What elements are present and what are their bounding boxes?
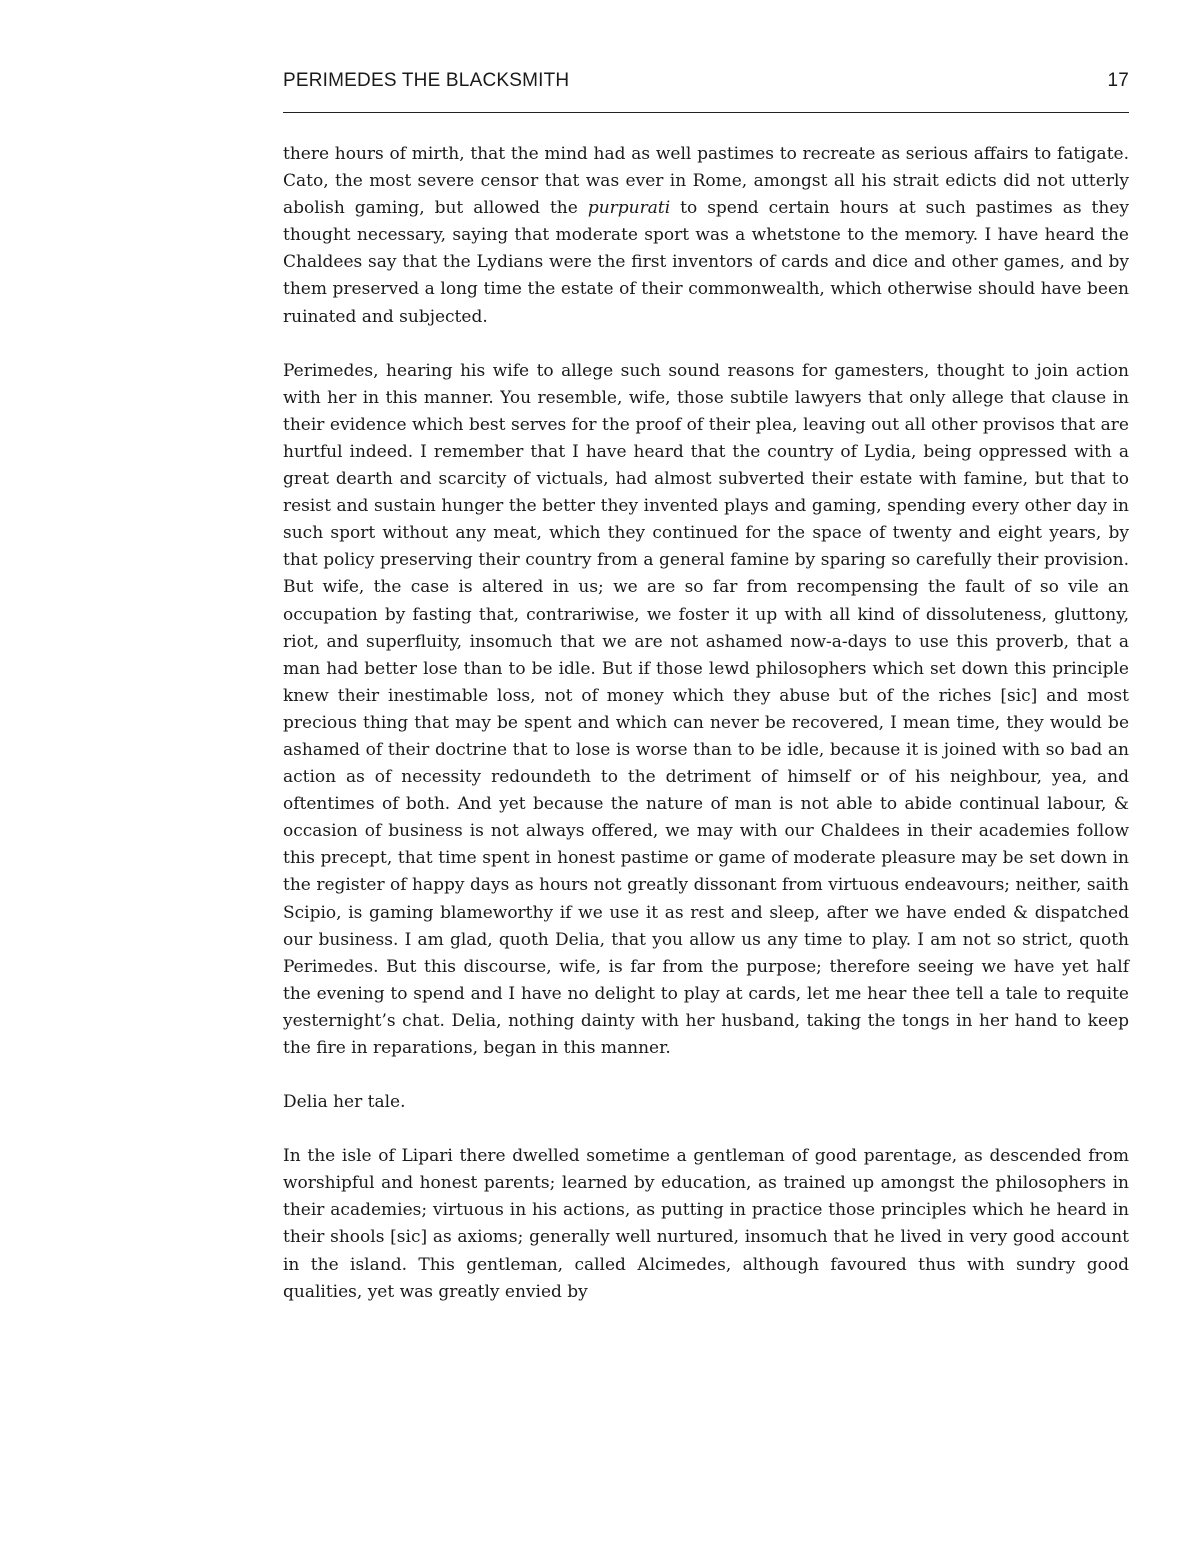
running-title: PERIMEDES THE BLACKSMITH: [283, 70, 570, 91]
paragraph-1: [283, 141, 1129, 331]
italic-term: purpurati: [587, 198, 671, 219]
paragraph-1-part-b: to spend certain hours at such pastimes as they thought necessary, saying that moderate sport was a whetstone to the memory. I have heard the Chaldees say that the Lydians were the first inventors of cards and dice and other games, and by them preserved a long time the estate of their commonwealth, which otherwise should have been ruinated and subjected.: [283, 198, 1129, 327]
page-number: 17: [1107, 70, 1129, 91]
paragraph-1-part-a: there hours of mirth, that the mind had as well pastimes to recreate as serious affairs to fatigate. Cato, the most severe censor that was ever in Rome, amongst all his strait edicts did not utterly abolish gaming, but allowed the: [283, 144, 1129, 219]
header-rule: [283, 112, 1129, 113]
paragraph-2: Perimedes, hearing his wife to allege such sound reasons for gamesters, thought to join action with her in this manner. You resemble, wife, those subtile lawyers that only allege that clause in their evidence which best serves for the proof of their plea, leaving out all other provisos that are hurtful indeed. I remember that I have heard that the country of Lydia, being oppressed with a great dearth and scarcity of victuals, had almost subverted their estate with famine, but that to resist and sustain hunger the better they invented plays and gaming, spending every other day in such sport without any meat, which they continued for the space of twenty and eight years, by that policy preserving their country from a general famine by sparing so carefully their provision. But wife, the case is altered in us; we are so far from recompensing the fault of so vile an occupation by fasting that, contrariwise, we foster it up with all kind of dissoluteness, gluttony, riot, and superfluity, insomuch that we are not ashamed now-a-days to use this proverb, that a man had better lose than to be idle. But if those lewd philosophers which set down this principle knew their inestimable loss, not of money which they abuse but of the riches [sic] and most precious thing that may be spent and which can never be recovered, I mean time, they would be ashamed of their doctrine that to lose is worse than to be idle, because it is joined with so bad an action as of necessity redoundeth to the detriment of himself or of his neighbour, yea, and oftentimes of both. And yet because the nature of man is not able to abide continual labour, & occasion of business is not always offered, we may with our Chaldees in their academies follow this precept, that time spent in honest pastime or game of moderate pleasure may be set down in the register of happy days as hours not greatly dissonant from virtuous endeavours; neither, saith Scipio, is gaming blameworthy if we use it as rest and sleep, after we have ended & dispatched our business. I am glad, quoth Delia, that you allow us any time to play. I am not so strict, quoth Perimedes. But this discourse, wife, is far from the purpose; therefore seeing we have yet half the evening to spend and I have no delight to play at cards, let me hear thee tell a tale to requite yesternight’s chat. Delia, nothing dainty with her husband, taking the tongs in her hand to keep the fire in reparations, began in this manner.: [283, 360, 1129, 1058]
book-page: [283, 70, 1129, 1333]
paragraph-3: In the isle of Lipari there dwelled sometime a gentleman of good parentage, as descended from worshipful and honest parents; learned by education, as trained up amongst the philosophers in their academies; virtuous in his actions, as putting in practice those principles which he heard in their shools [sic] as axioms; generally well nurtured, insomuch that he lived in very good account in the island. This gentleman, called Alcimedes, although favoured thus with sundry good qualities, yet was greatly envied by: [283, 1146, 1129, 1302]
running-header: [283, 70, 1129, 100]
body-text: [283, 141, 1129, 1306]
section-heading: Delia her tale.: [283, 1092, 406, 1113]
